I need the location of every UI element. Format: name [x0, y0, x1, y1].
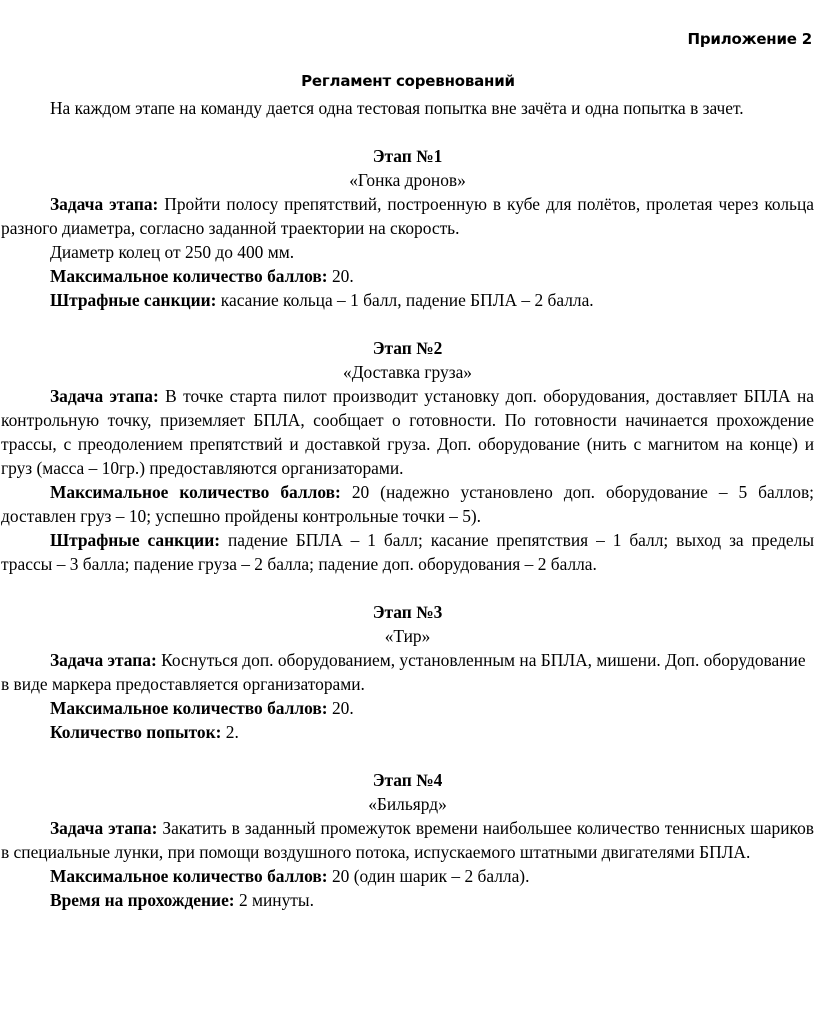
max-score-value: 20 (надежно установлено доп. оборудование – 5 баллов; доставлен груз – 10; успешно пройдены контрольные точки – 5).: [1, 482, 814, 526]
stage-task: [1, 384, 814, 480]
task-text: Пройти полосу препятствий, построенную в кубе для полётов, пролетая через кольца разного диаметра, согласно заданной траектории на скорость.: [1, 194, 814, 238]
stage-task: [1, 648, 814, 696]
stage-name: «Бильярд»: [368, 794, 447, 814]
stage-extra: Диаметр колец от 250 до 400 мм.: [50, 242, 295, 262]
stage-heading: Этап №4: [372, 770, 443, 790]
task-text: Коснуться доп. оборудованием, установленным на БПЛА, мишени. Доп. оборудование в виде маркера предоставляется организаторами.: [1, 650, 806, 694]
task-label: Задача этапа:: [50, 818, 158, 838]
stage-max-score: [1, 864, 814, 888]
max-score-value: 20.: [331, 266, 354, 286]
stage-time: [1, 888, 814, 912]
stage-penalty: [1, 288, 814, 312]
appendix-label: Приложение 2: [687, 30, 812, 48]
stage-attempts: [1, 720, 814, 744]
penalty-text: касание кольца – 1 балл, падение БПЛА – 2 балла.: [220, 290, 594, 310]
max-score-label: Максимальное количество баллов:: [50, 698, 328, 718]
stage-penalty: [1, 528, 814, 576]
time-label: Время на прохождение:: [50, 890, 235, 910]
task-label: Задача этапа:: [50, 650, 157, 670]
attempts-value: 2.: [225, 722, 239, 742]
stage-task: [1, 816, 814, 864]
max-score-label: Максимальное количество баллов:: [50, 266, 328, 286]
stage-name: «Тир»: [384, 626, 431, 646]
stage-4: [1, 768, 814, 912]
stage-max-score: [1, 696, 814, 720]
max-score-label: Максимальное количество баллов:: [50, 482, 341, 502]
attempts-label: Количество попыток:: [50, 722, 222, 742]
stage-heading: Этап №3: [372, 602, 443, 622]
stage-2: [1, 336, 814, 576]
time-value: 2 минуты.: [238, 890, 314, 910]
stage-1: [1, 144, 814, 312]
stage-heading: Этап №2: [372, 338, 443, 358]
stage-task: [1, 192, 814, 240]
stage-heading: Этап №1: [372, 146, 443, 166]
task-text: В точке старта пилот производит установку доп. оборудования, доставляет БПЛА на контрольную точку, приземляет БПЛА, сообщает о готовности. По готовности начинается прохождение трассы, с преодолением препятствий и доставкой груза. Доп. оборудование (нить с магнитом на конце) и груз (масса – 10гр.) предоставляются организаторами.: [1, 386, 814, 478]
stage-3: [1, 600, 814, 744]
stage-max-score: [1, 264, 814, 288]
task-label: Задача этапа:: [50, 194, 159, 214]
stage-max-score: [1, 480, 814, 528]
document-body: [1, 96, 814, 912]
max-score-value: 20 (один шарик – 2 балла).: [331, 866, 530, 886]
penalty-label: Штрафные санкции:: [50, 290, 217, 310]
penalty-text: падение БПЛА – 1 балл; касание препятствия – 1 балл; выход за пределы трассы – 3 балла; падение груза – 2 балла; падение доп. оборудования – 2 балла.: [1, 530, 814, 574]
document-title: Регламент соревнований: [301, 72, 515, 90]
task-text: Закатить в заданный промежуток времени наибольшее количество теннисных шариков в специальные лунки, при помощи воздушного потока, испускаемого штатными двигателями БПЛА.: [1, 818, 814, 862]
task-label: Задача этапа:: [50, 386, 159, 406]
intro-paragraph: На каждом этапе на команду дается одна тестовая попытка вне зачёта и одна попытка в зачет.: [50, 98, 744, 118]
max-score-value: 20.: [331, 698, 354, 718]
max-score-label: Максимальное количество баллов:: [50, 866, 328, 886]
stage-name: «Гонка дронов»: [349, 170, 466, 190]
stage-name: «Доставка груза»: [343, 362, 472, 382]
penalty-label: Штрафные санкции:: [50, 530, 221, 550]
